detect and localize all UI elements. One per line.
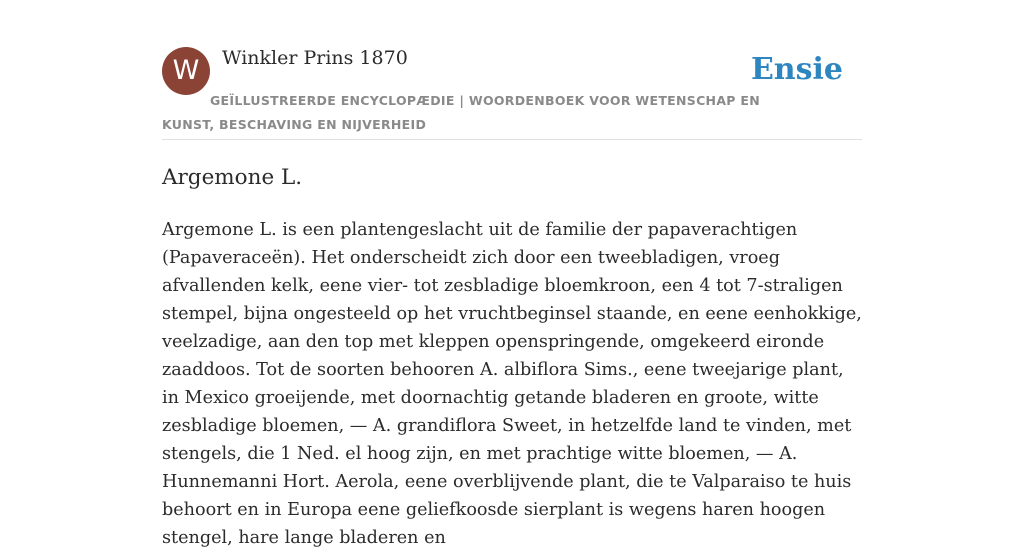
- entry-body: Argemone L. is een plantengeslacht uit de familie der papaverachtigen (Papaveraceën). Het onderscheidt zich door een tweebladigen, vroeg afvallenden kelk, eene vier- tot zesbladige bloemkroon, een 4 tot 7-straligen stempel, bijna ongesteeld op het vruchtbeginsel staande, en eene eenhokkige, veelzadige, aan den top met kleppen openspringende, omgekeerd eironde zaaddoos. Tot de soorten behooren A. albiflora Sims., eene tweejarige plant, in Mexico groeijende, met doornachtig getande bladeren en groote, witte zesbladige bloemen, — A. grandiflora Sweet, in hetzelfde land te vinden, met stengels, die 1 Ned. el hoog zijn, en met prachtige witte bloemen, — A. Hunnemanni Hort. Aerola, eene overblijvende plant, die te Valparaiso te huis behoort en in Europa eene geliefkoosde sierplant is wegens haren hoogen stengel, hare lange bladeren en: [162, 220, 862, 548]
- entry-title: Argemone L.: [162, 165, 303, 190]
- source-subtitle: GEÏLLUSTREERDE ENCYCLOPÆDIE | WOORDENBOEK VOOR WETENSCHAP EN KUNST, BESCHAVING EN NIJVERHEID: [162, 93, 760, 132]
- header-divider: [162, 139, 862, 140]
- source-title[interactable]: Winkler Prins 1870: [222, 47, 408, 69]
- avatar-letter: W: [172, 55, 200, 86]
- avatar[interactable]: [162, 47, 210, 95]
- brand-logo[interactable]: Ensie: [750, 52, 843, 87]
